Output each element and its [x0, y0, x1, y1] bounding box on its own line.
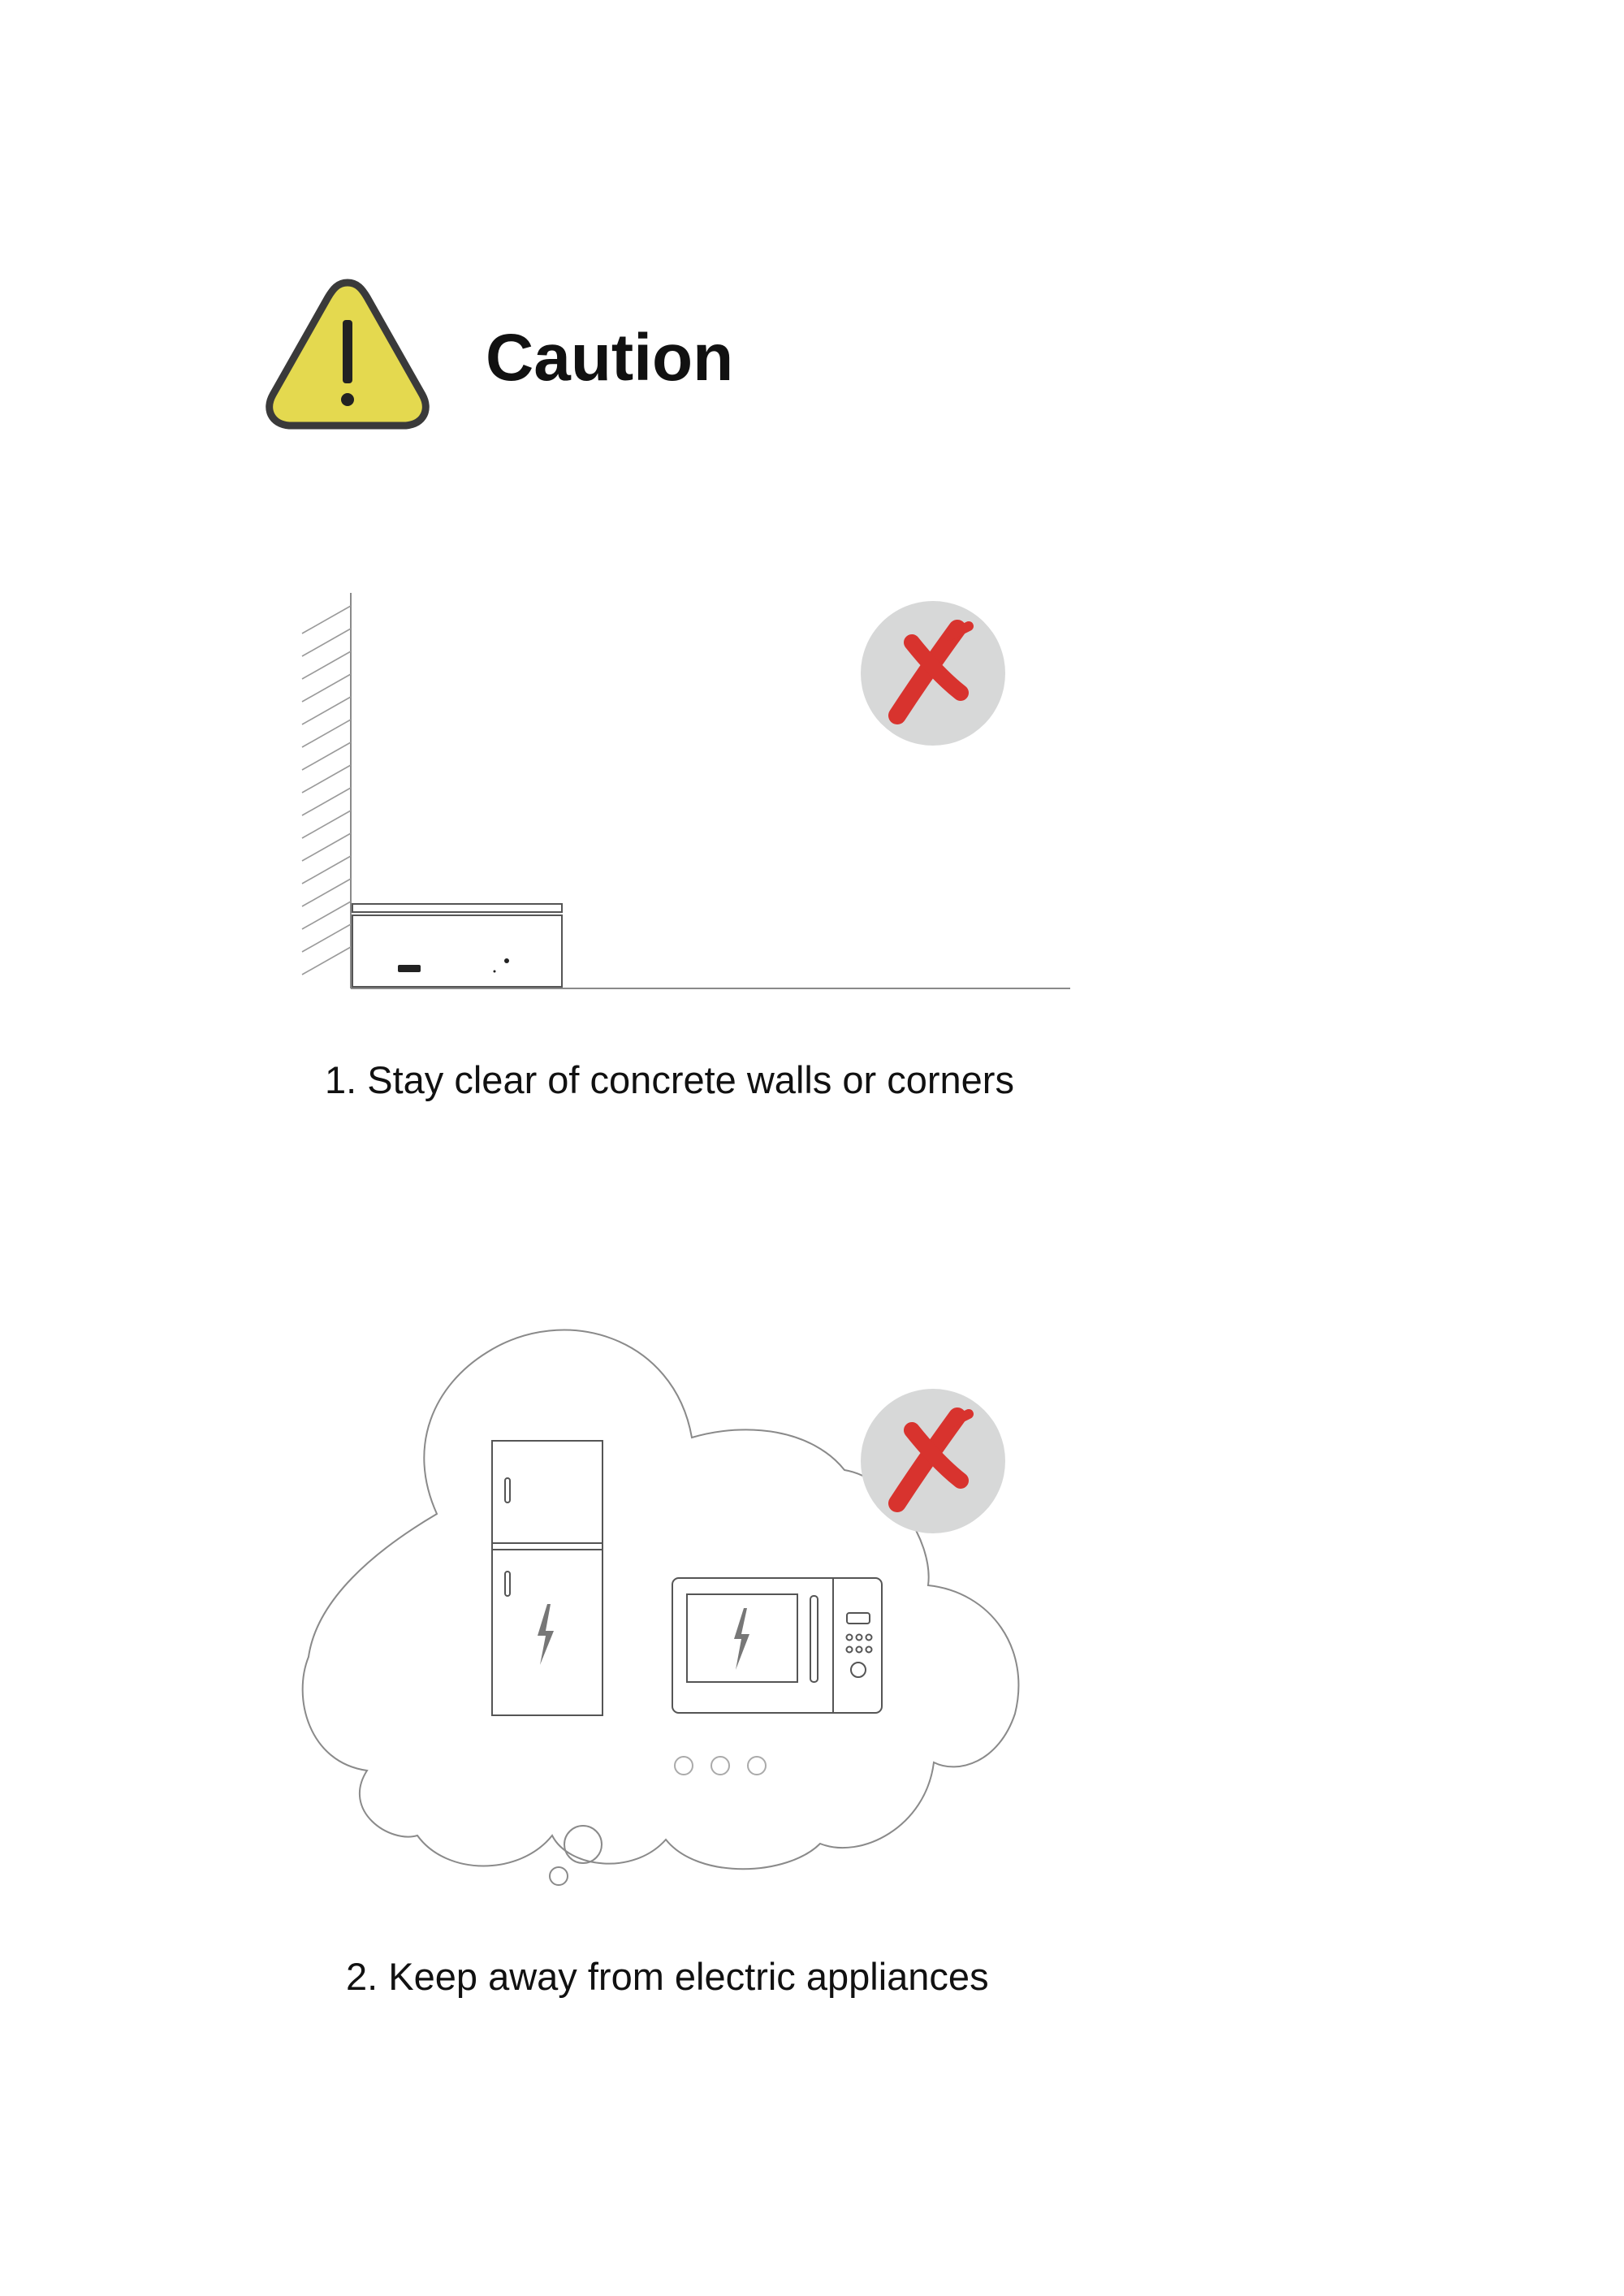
caption-appliances: 2. Keep away from electric appliances	[346, 1955, 989, 1998]
lightning-bolt-icon	[734, 1608, 749, 1670]
wall-corner-illustration	[292, 585, 1088, 999]
warning-triangle-icon	[261, 275, 434, 435]
dots-indicator	[675, 1757, 766, 1775]
router-device	[352, 904, 562, 987]
appliances-cloud-illustration	[292, 1308, 1088, 1900]
red-x-icon	[861, 1389, 1005, 1533]
wall-hatching	[302, 606, 351, 975]
fridge-icon	[492, 1441, 603, 1715]
page-title: Caution	[486, 321, 734, 395]
caption-wall: 1. Stay clear of concrete walls or corners	[325, 1058, 1014, 1101]
microwave-icon	[672, 1578, 882, 1713]
red-x-icon	[861, 601, 1005, 746]
lightning-bolt-icon	[538, 1604, 554, 1665]
